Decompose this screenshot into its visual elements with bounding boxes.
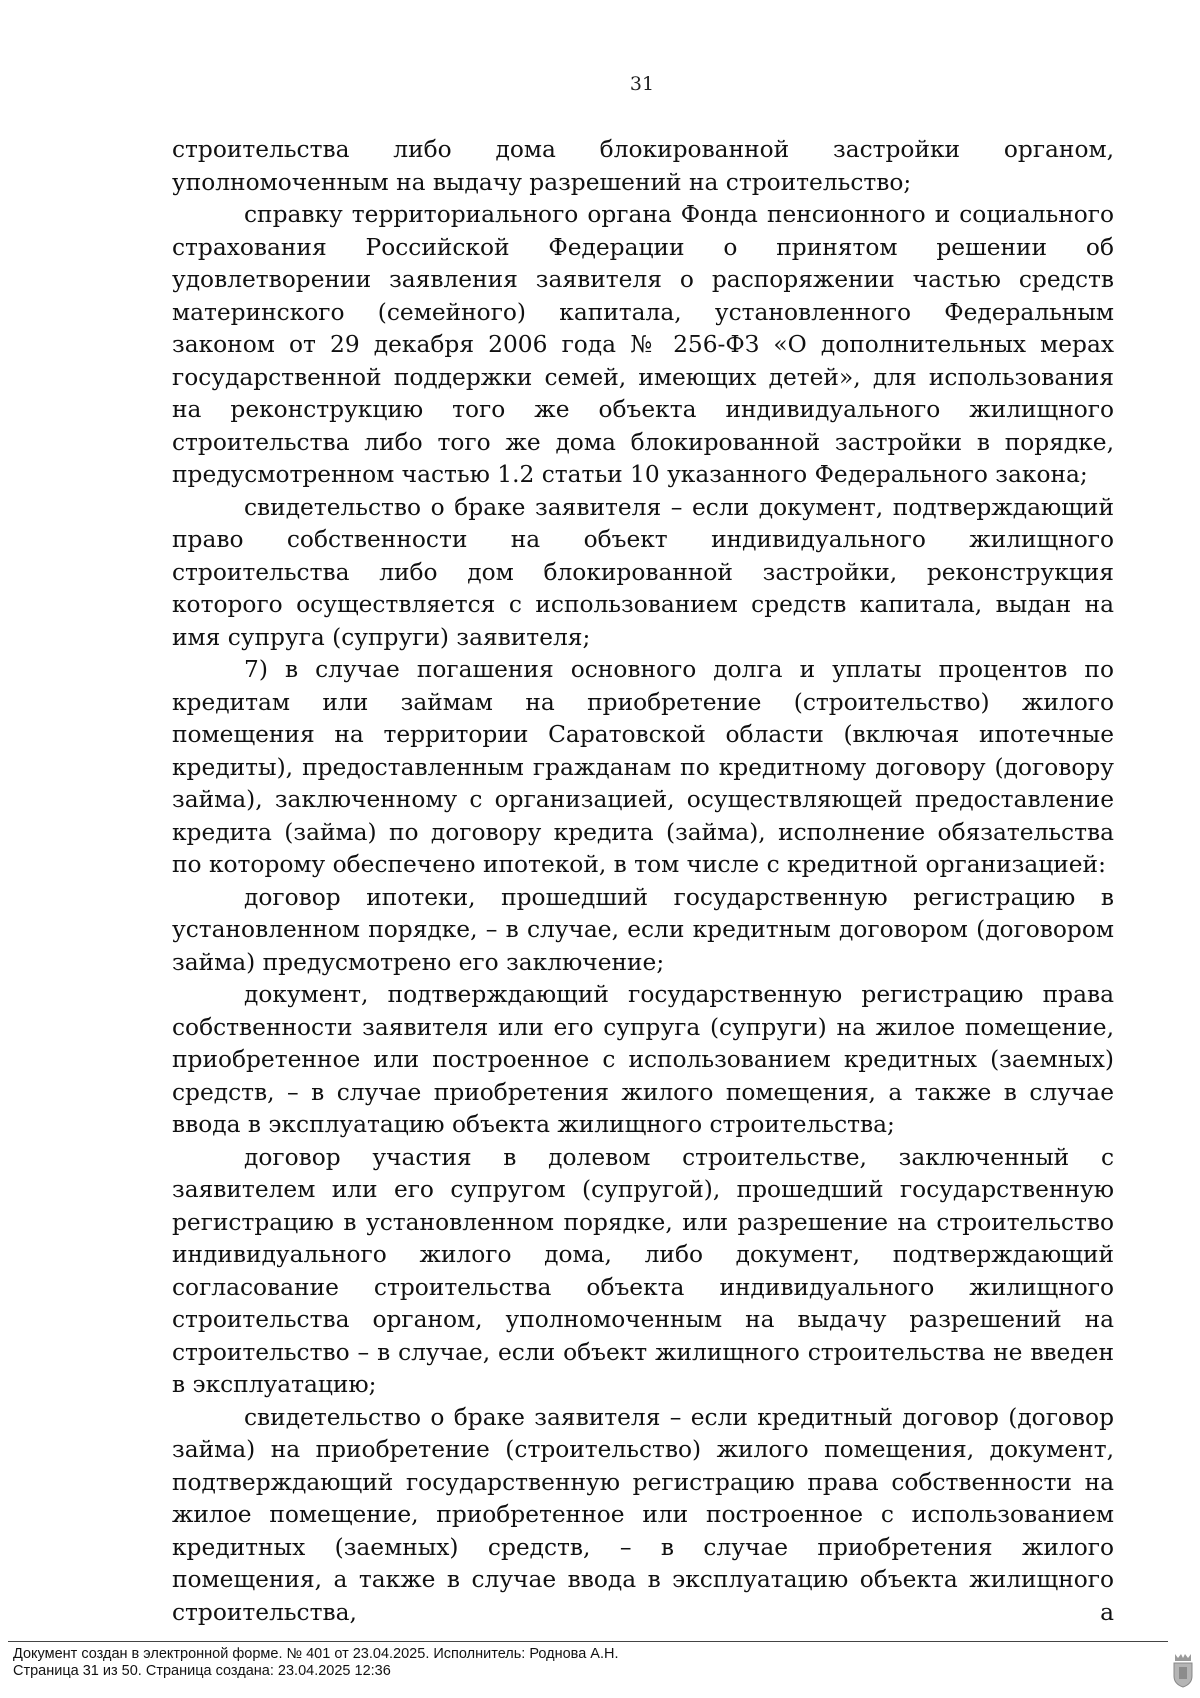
footer-page-info: Страница 31 из 50. Страница создана: 23.04.2025 12:36 [13, 1663, 391, 1679]
paragraph: 7) в случае погашения основного долга и уплаты процентов по кредитам или займам на приобретение (строительство) жилого помещения на территории Саратовской области (включая ипотечные кредиты), предоставленным гражданам по кредитному договору (договору займа), заключенному с организацией, осуществляющей предоставление кредита (займа) по договору кредита (займа), исполнение обязательства по которому обеспечено ипотекой, в том числе с кредитной организацией: [172, 656, 1114, 878]
paragraph: свидетельство о браке заявителя – если документ, подтверждающий право собственности на объект индивидуального жилищного строительства либо дом блокированной застройки, реконструкция которого осуществляется с использованием средств капитала, выдан на имя супруга (супруги) заявителя; [172, 493, 1114, 651]
page-number: 31 [629, 73, 655, 95]
paragraph: договор участия в долевом строительстве, заключенный с заявителем или его супругом (супругой), прошедший государственную регистрацию в установленном порядке, или разрешение на строительство индивидуального жилого дома, либо документ, подтверждающий согласование строительства объекта индивидуального жилищного строительства органом, уполномоченным на выдачу разрешений на строительство – в случае, если объект жилищного строительства не введен в эксплуатацию; [172, 1143, 1114, 1398]
paragraph: строительства либо дома блокированной застройки органом, уполномоченным на выдачу разрешений на строительство; [172, 136, 1114, 196]
paragraph: документ, подтверждающий государственную регистрацию права собственности заявителя или его супруга (супруги) на жилое помещение, приобретенное или построенное с использованием кредитных (заемных) средств, – в случае приобретения жилого помещения, а также в случае ввода в эксплуатацию объекта жилищного строительства; [172, 981, 1114, 1138]
paragraph: свидетельство о браке заявителя – если кредитный договор (договор займа) на приобретение (строительство) жилого помещения, документ, подтверждающий государственную регистрацию права собственности на жилое помещение, приобретенное или построенное с использованием кредитных (заемных) средств, – в случае приобретения жилого помещения, а также в случае ввода в эксплуатацию объекта жилищного строительства, а [172, 1403, 1114, 1626]
document-footer [13, 1646, 619, 1680]
coat-of-arms-icon [1172, 1652, 1194, 1688]
paragraph: справку территориального органа Фонда пенсионного и социального страхования Российской Федерации о принятом решении об удовлетворении заявления заявителя о распоряжении частью средств материнского (семейного) капитала, установленного Федеральным законом от 29 декабря 2006 года № 256-ФЗ «О дополнительных мерах государственной поддержки семей, имеющих детей», для использования на реконструкцию того же объекта индивидуального жилищного строительства либо того же дома блокированной застройки в порядке, предусмотренном частью 1.2 статьи 10 указанного Федерального закона; [172, 201, 1114, 488]
footer-divider [8, 1641, 1168, 1642]
footer-document-info: Документ создан в электронной форме. № 401 от 23.04.2025. Исполнитель: Роднова А.Н. [13, 1646, 619, 1662]
paragraph: договор ипотеки, прошедший государственную регистрацию в установленном порядке, – в случае, если кредитным договором (договором займа) предусмотрено его заключение; [172, 883, 1114, 976]
document-body [172, 134, 1114, 1629]
